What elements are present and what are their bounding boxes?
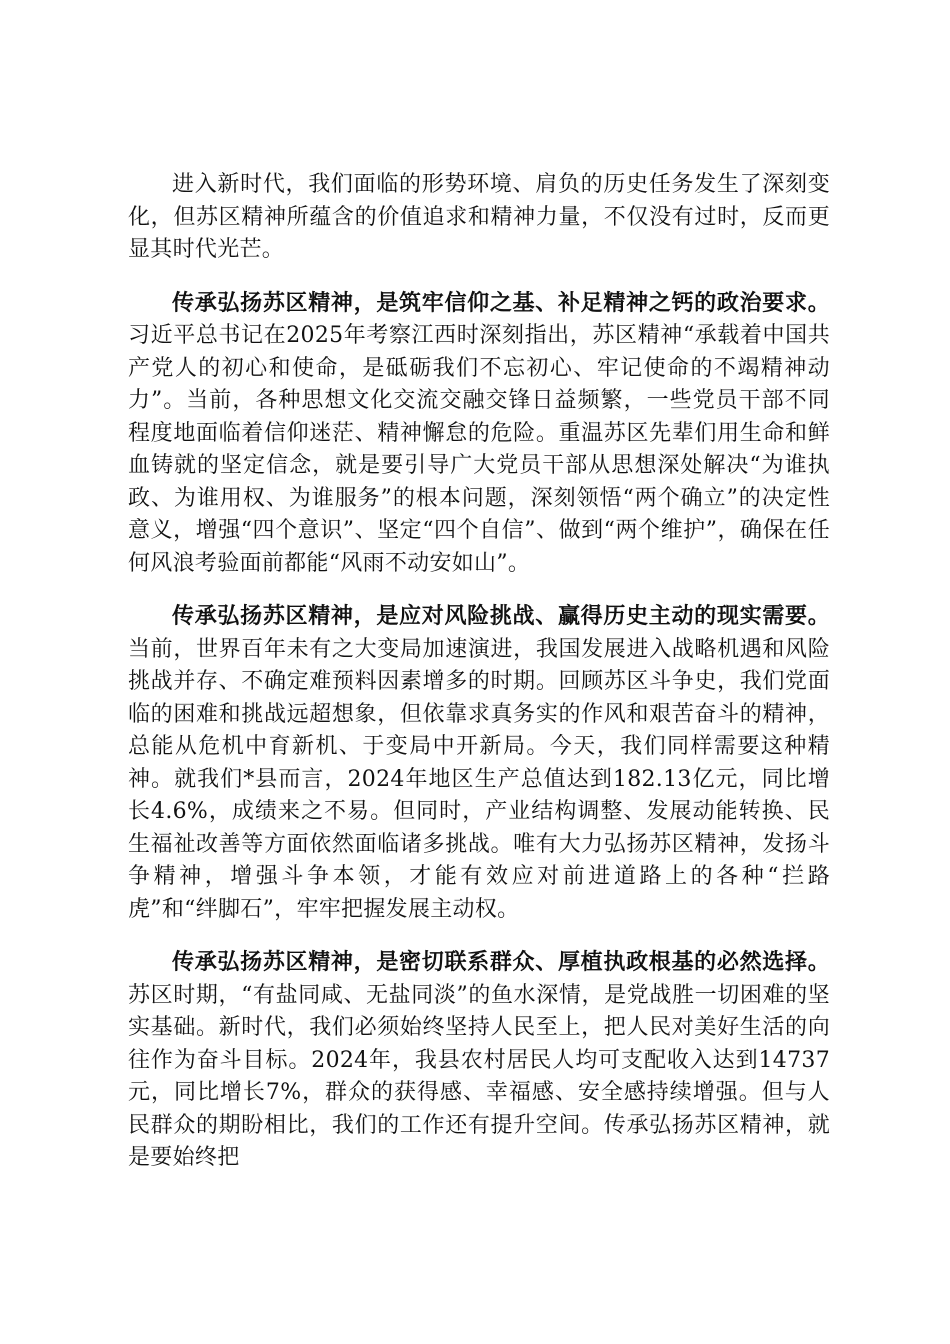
- paragraph-masses-connection: [128, 946, 830, 1175]
- paragraph-lead: 传承弘扬苏区精神，是筑牢信仰之基、补足精神之钙的政治要求。: [172, 289, 830, 316]
- paragraph-risk-challenges: [128, 600, 830, 926]
- document-body: [128, 168, 830, 1195]
- paragraph-text: 苏区时期，“有盐同咸、无盐同淡”的鱼水深情，是党战胜一切困难的坚实基础。新时代，我们必须始终坚持人民至上，把人民对美好生活的向往作为奋斗目标。2024年，我县农村居民人均可支配收入达到14737元，同比增长7%，群众的获得感、幸福感、安全感持续增强。但与人民群众的期盼相比，我们的工作还有提升空间。传承弘扬苏区精神，就是要始终把: [128, 982, 830, 1170]
- paragraph-intro: [128, 168, 830, 267]
- paragraph-text: 进入新时代，我们面临的形势环境、肩负的历史任务发生了深刻变化，但苏区精神所蕴含的价值追求和精神力量，不仅没有过时，反而更显其时代光芒。: [128, 172, 830, 262]
- paragraph-text: 当前，世界百年未有之大变局加速演进，我国发展进入战略机遇和风险挑战并存、不确定难预料因素增多的时期。回顾苏区斗争史，我们党面临的困难和挑战远超想象，但依靠求真务实的作风和艰苦奋斗的精神，总能从危机中育新机、于变局中开新局。今天，我们同样需要这种精神。就我们*县而言，2024年地区生产总值达到182.13亿元，同比增长4.6%，成绩来之不易。但同时，产业结构调整、发展动能转换、民生福祉改善等方面依然面临诸多挑战。唯有大力弘扬苏区精神，发扬斗争精神，增强斗争本领，才能有效应对前进道路上的各种“拦路虎”和“绊脚石”，牢牢把握发展主动权。: [128, 636, 830, 922]
- paragraph-political-requirement: [128, 287, 830, 581]
- paragraph-text: 习近平总书记在2025年考察江西时深刻指出，苏区精神“承载着中国共产党人的初心和使命，是砥砺我们不忘初心、牢记使命的不竭精神动力”。当前，各种思想文化交流交融交锋日益频繁，一些党员干部不同程度地面临着信仰迷茫、精神懈怠的危险。重温苏区先辈们用生命和鲜血铸就的坚定信念，就是要引导广大党员干部从思想深处解决“为谁执政、为谁用权、为谁服务”的根本问题，深刻领悟“两个确立”的决定性意义，增强“四个意识”、坚定“四个自信”、做到“两个维护”，确保在任何风浪考验面前都能“风雨不动安如山”。: [128, 323, 830, 576]
- paragraph-lead: 传承弘扬苏区精神，是应对风险挑战、赢得历史主动的现实需要。: [172, 603, 830, 629]
- paragraph-lead: 传承弘扬苏区精神，是密切联系群众、厚植执政根基的必然选择。: [172, 949, 830, 975]
